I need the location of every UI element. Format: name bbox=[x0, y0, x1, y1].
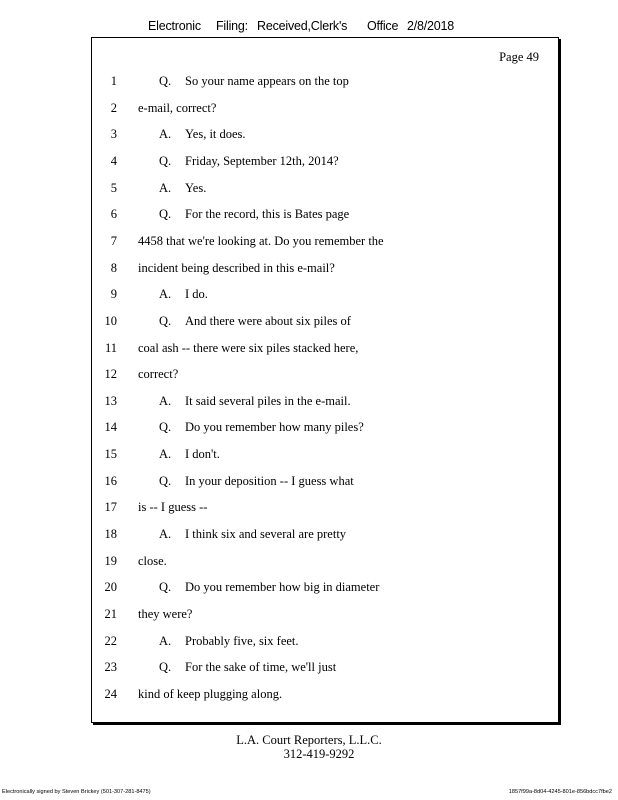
transcript-line bbox=[92, 261, 558, 281]
speaker-tag: A. bbox=[159, 287, 172, 302]
line-number: 7 bbox=[110, 233, 117, 248]
line-text bbox=[159, 527, 346, 542]
line-text bbox=[159, 154, 339, 169]
line-body: coal ash -- there were six piles stacked here, bbox=[138, 340, 359, 355]
line-number: 9 bbox=[110, 287, 117, 302]
line-number: 15 bbox=[104, 447, 117, 462]
transcript-line bbox=[92, 127, 558, 147]
line-text bbox=[138, 500, 207, 515]
line-text bbox=[159, 420, 364, 435]
transcript-line bbox=[92, 580, 558, 600]
line-text bbox=[138, 367, 178, 382]
line-text bbox=[159, 127, 246, 142]
line-body: Yes. bbox=[185, 180, 207, 195]
filing-header-date: 2/8/2018 bbox=[407, 19, 455, 33]
line-number: 8 bbox=[110, 260, 117, 275]
line-text bbox=[159, 74, 349, 89]
line-body: It said several piles in the e-mail. bbox=[185, 393, 351, 408]
line-body: Yes, it does. bbox=[185, 127, 246, 142]
speaker-tag: Q. bbox=[159, 207, 172, 222]
line-number: 19 bbox=[104, 553, 117, 568]
line-body: So your name appears on the top bbox=[185, 74, 349, 88]
line-number: 13 bbox=[104, 393, 117, 408]
transcript-line bbox=[92, 554, 558, 574]
line-body: e-mail, correct? bbox=[138, 100, 217, 115]
filing-header-office: Office bbox=[367, 19, 399, 33]
line-body: I do. bbox=[185, 287, 208, 302]
transcript-page bbox=[91, 37, 559, 723]
line-body: 4458 that we're looking at. Do you remember the bbox=[138, 233, 384, 248]
transcript-line bbox=[92, 527, 558, 547]
transcript-line bbox=[92, 500, 558, 520]
line-text bbox=[138, 607, 192, 622]
transcript-line bbox=[92, 154, 558, 174]
line-number: 10 bbox=[104, 313, 117, 328]
line-text bbox=[159, 447, 220, 462]
line-body: Do you remember how big in diameter bbox=[185, 580, 380, 595]
line-body: correct? bbox=[138, 367, 179, 382]
speaker-tag: A. bbox=[159, 633, 172, 648]
transcript-line bbox=[92, 287, 558, 307]
court-reporter-phone: 312-419-9292 bbox=[283, 747, 355, 761]
speaker-tag: Q. bbox=[159, 580, 172, 595]
line-text bbox=[138, 554, 167, 569]
line-number: 21 bbox=[104, 607, 117, 621]
transcript-line bbox=[92, 101, 558, 121]
line-number: 1 bbox=[110, 74, 117, 88]
document-hash: 1857f99a-8d04-4245-801e-856bdcc7fbe2 bbox=[508, 789, 612, 795]
line-body: incident being described in this e-mail? bbox=[138, 260, 335, 275]
line-body: For the record, this is Bates page bbox=[185, 207, 350, 222]
court-reporter-footer bbox=[0, 733, 618, 761]
line-text bbox=[159, 181, 206, 196]
line-number: 2 bbox=[110, 100, 117, 115]
line-number: 20 bbox=[104, 580, 117, 595]
line-text bbox=[159, 287, 208, 302]
line-number: 24 bbox=[104, 686, 117, 701]
transcript-line bbox=[92, 74, 558, 94]
transcript-line bbox=[92, 394, 558, 414]
line-text bbox=[159, 634, 299, 649]
speaker-tag: A. bbox=[159, 393, 172, 408]
speaker-tag: Q. bbox=[159, 660, 172, 675]
line-text bbox=[138, 101, 216, 116]
line-number: 4 bbox=[110, 153, 117, 168]
line-text bbox=[159, 207, 349, 222]
line-number: 5 bbox=[110, 180, 117, 195]
line-body: I think six and several are pretty bbox=[185, 527, 347, 542]
speaker-tag: Q. bbox=[159, 153, 172, 168]
line-text bbox=[138, 261, 335, 276]
speaker-tag: A. bbox=[159, 127, 172, 142]
line-number: 11 bbox=[104, 340, 117, 355]
line-number: 22 bbox=[104, 633, 117, 648]
transcript-line bbox=[92, 420, 558, 440]
line-text bbox=[138, 234, 384, 249]
transcript-line bbox=[92, 181, 558, 201]
speaker-tag: A. bbox=[159, 447, 172, 462]
line-text bbox=[159, 314, 351, 329]
speaker-tag: Q. bbox=[159, 473, 172, 488]
court-reporter-name: L.A. Court Reporters, L.L.C. bbox=[236, 733, 382, 747]
line-number: 6 bbox=[110, 207, 117, 222]
line-number: 3 bbox=[110, 127, 117, 142]
transcript-line bbox=[92, 314, 558, 334]
line-body: is -- I guess -- bbox=[138, 500, 208, 515]
speaker-tag: Q. bbox=[159, 313, 172, 328]
line-text bbox=[159, 580, 379, 595]
filing-header-received: Received,Clerk's bbox=[257, 19, 348, 33]
line-text bbox=[138, 341, 358, 356]
transcript-line bbox=[92, 660, 558, 680]
line-number: 12 bbox=[104, 367, 117, 382]
transcript-line bbox=[92, 634, 558, 654]
line-number: 14 bbox=[104, 420, 117, 435]
transcript-line bbox=[92, 474, 558, 494]
line-body: kind of keep plugging along. bbox=[138, 686, 283, 701]
transcript-line bbox=[92, 207, 558, 227]
line-text bbox=[138, 687, 282, 702]
line-body: they were? bbox=[138, 607, 193, 621]
line-number: 17 bbox=[104, 500, 117, 515]
line-number: 16 bbox=[104, 473, 117, 488]
filing-header-electronic: Electronic bbox=[148, 19, 201, 33]
speaker-tag: A. bbox=[159, 527, 172, 542]
transcript-line bbox=[92, 341, 558, 361]
line-body: Probably five, six feet. bbox=[185, 633, 299, 648]
line-body: Friday, September 12th, 2014? bbox=[185, 153, 339, 168]
filing-header-filing: Filing: bbox=[216, 19, 248, 33]
line-body: close. bbox=[138, 553, 167, 568]
line-text bbox=[159, 660, 336, 675]
line-body: And there were about six piles of bbox=[185, 313, 351, 328]
line-number: 23 bbox=[104, 660, 117, 675]
speaker-tag: Q. bbox=[159, 74, 172, 88]
transcript-line bbox=[92, 687, 558, 707]
page-number: Page 49 bbox=[499, 50, 539, 64]
transcript-line bbox=[92, 367, 558, 387]
speaker-tag: Q. bbox=[159, 420, 172, 435]
electronic-signature: Electronically signed by Steven Brickey (501-307-281-8475) bbox=[2, 789, 151, 795]
line-body: In your deposition -- I guess what bbox=[185, 473, 354, 488]
line-body: For the sake of time, we'll just bbox=[185, 660, 337, 675]
line-text bbox=[159, 394, 351, 409]
speaker-tag: A. bbox=[159, 180, 172, 195]
transcript-line bbox=[92, 447, 558, 467]
line-text bbox=[159, 474, 354, 489]
transcript-line bbox=[92, 607, 558, 627]
transcript-line bbox=[92, 234, 558, 254]
line-body: Do you remember how many piles? bbox=[185, 420, 364, 435]
line-number: 18 bbox=[104, 527, 117, 542]
line-body: I don't. bbox=[185, 447, 220, 462]
